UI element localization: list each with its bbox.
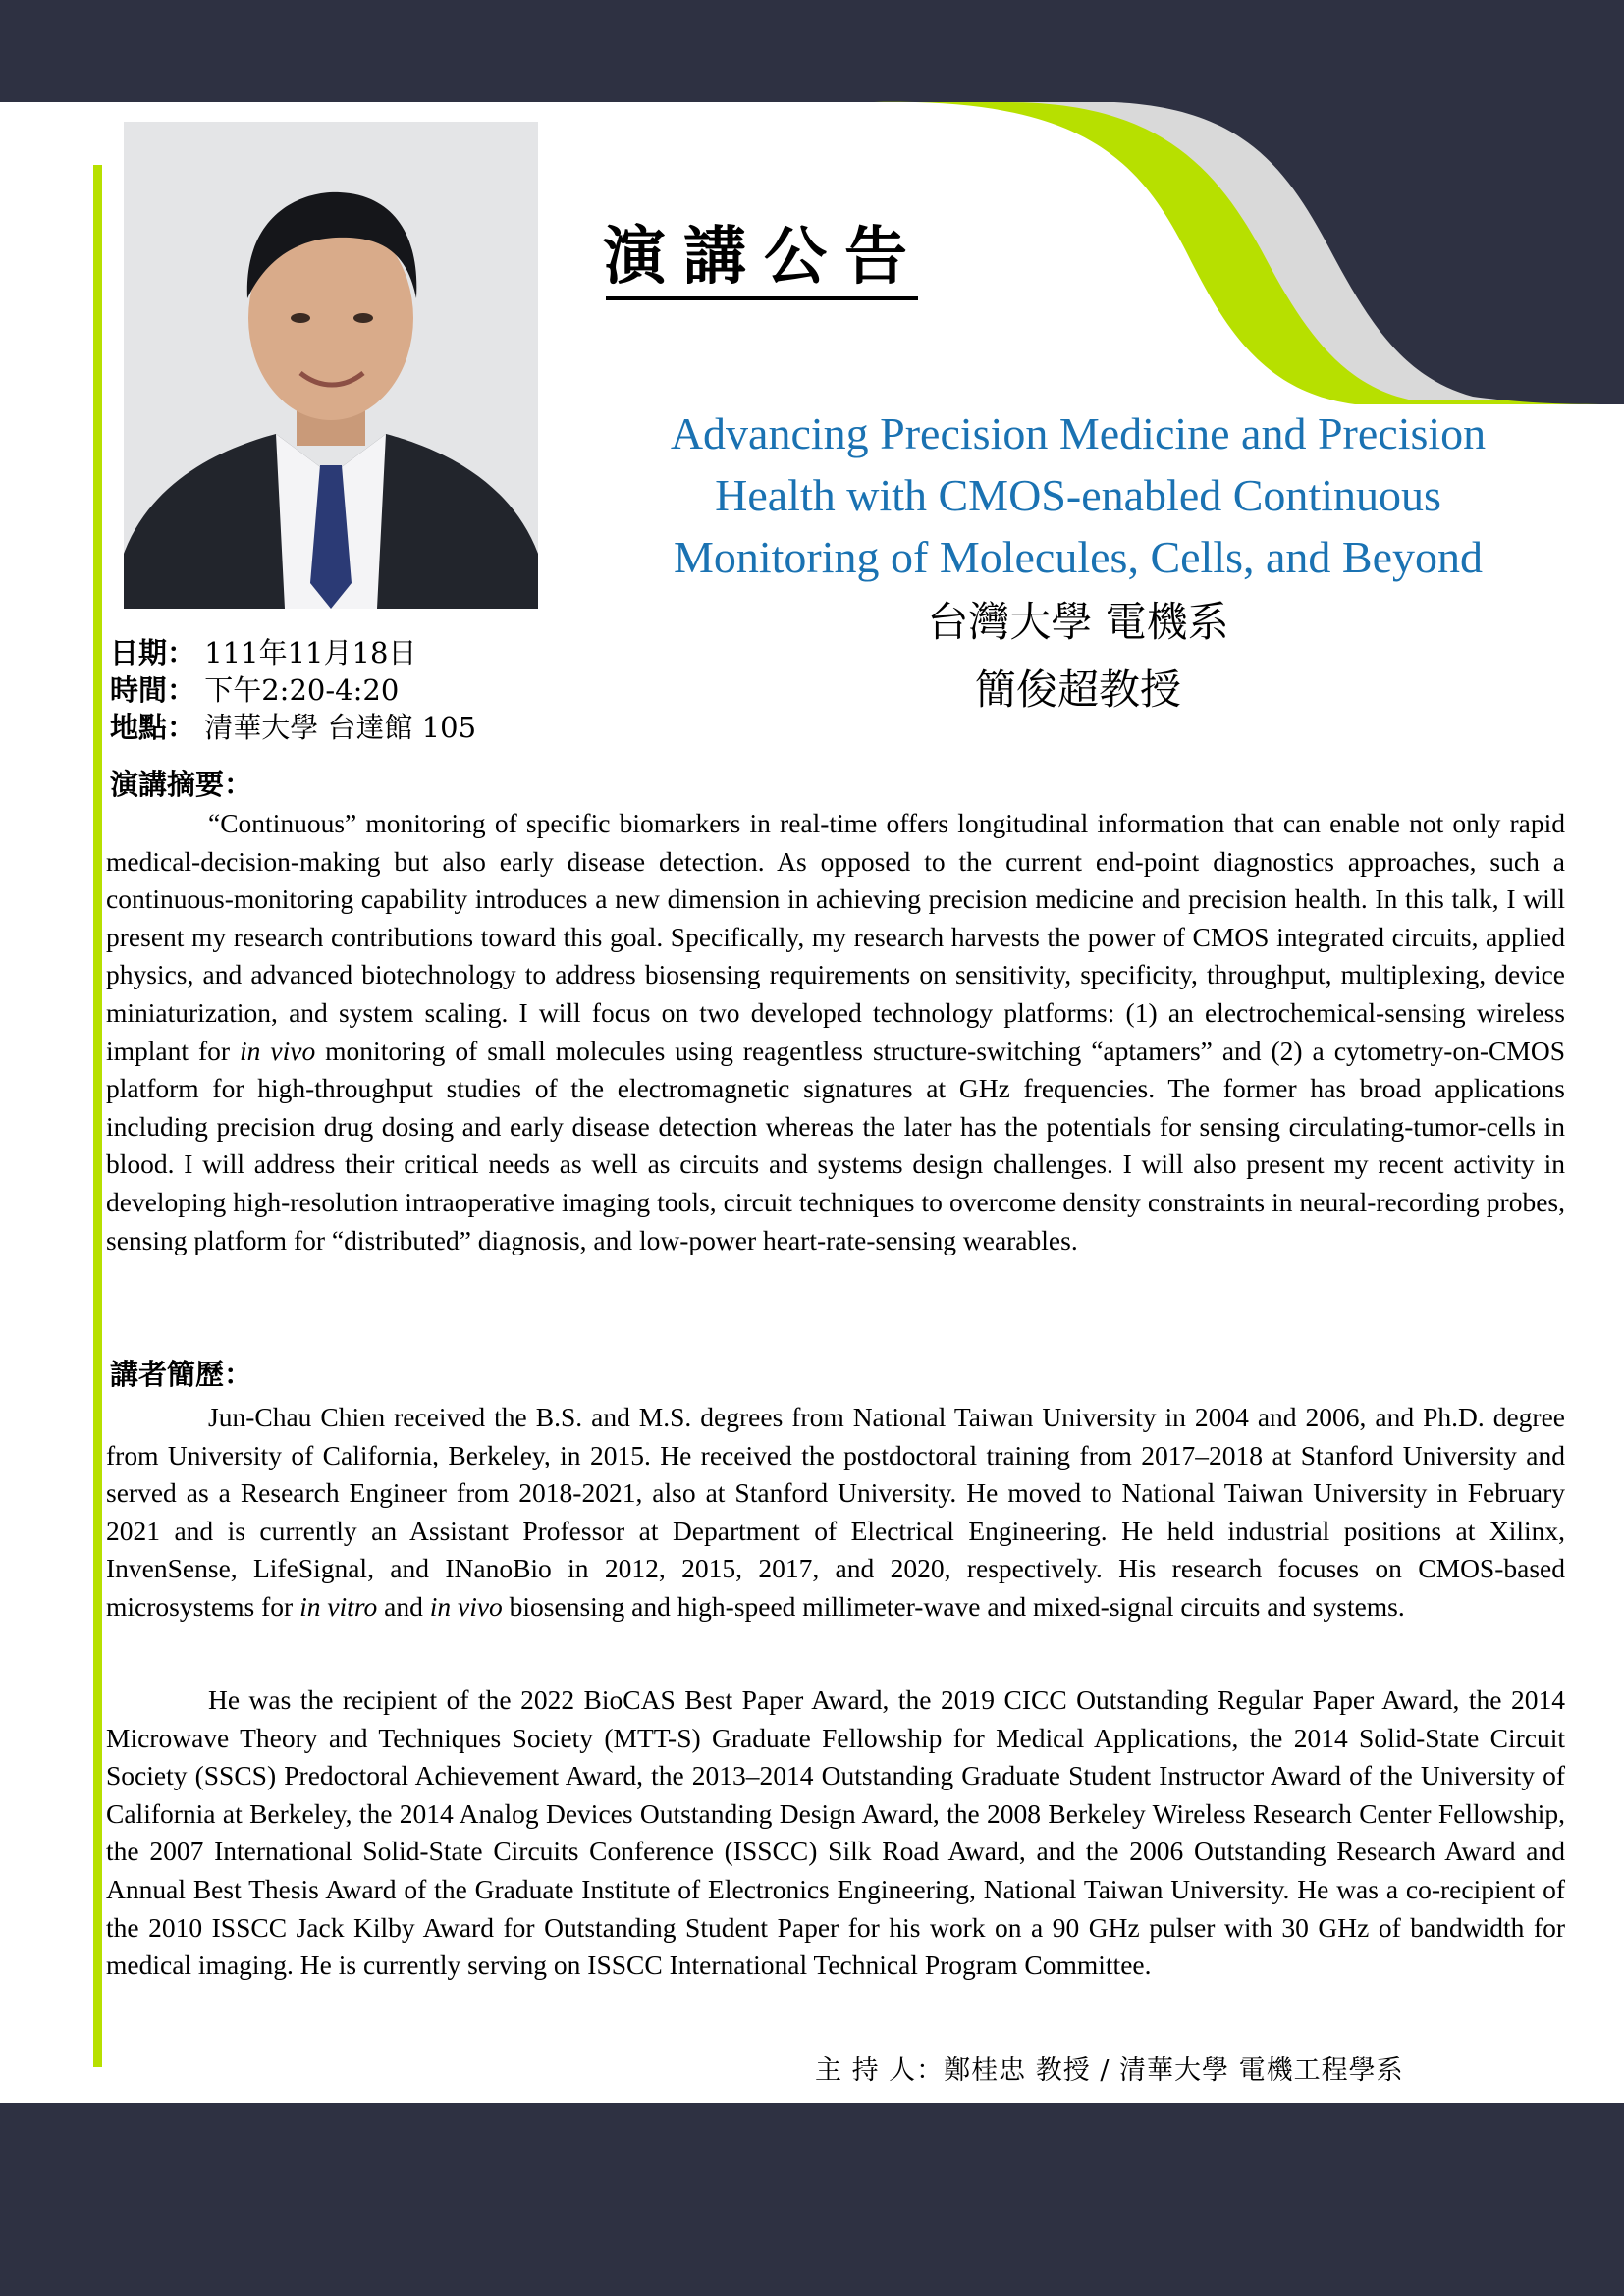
- time-row: [110, 671, 476, 709]
- bio-paragraph-1: [106, 1399, 1565, 1627]
- speaker-affiliation: 台灣大學 電機系: [927, 598, 1229, 646]
- announcement-heading: 演講公告: [603, 220, 925, 294]
- event-info: [110, 634, 476, 746]
- speaker-name: 簡俊超教授: [974, 666, 1181, 714]
- bio-text-part: Jun-Chau Chien received the B.S. and M.S. degrees from National Taiwan University in 2004 and 2006, and Ph.D. degree from University of California, Berkeley, in 2015. He received the postdoctoral training from 2017–2018 at Stanford University and served as a Research Engineer from 2018-2021, also at Stanford University. He moved to National Taiwan University in February 2021 and is currently an Assistant Professor at Department of Electrical Engineering. He held industrial positions at Xilinx, InvenSense, LifeSignal, and INanoBio in 2012, 2015, 2017, and 2020, respectively. His research focuses on CMOS-based microsystems for: [106, 1402, 1565, 1622]
- host-line: 主 持 人：鄭桂忠 教授 / 清華大學 電機工程學系: [815, 2056, 1404, 2086]
- abstract-text-part: “Continuous” monitoring of specific biomarkers in real-time offers longitudinal information that can enable not only rapid medical-decision-making but also early disease detection. As opposed to the current end-point diagnostics approaches, such a continuous-monitoring capability introduces a new dimension in achieving precision medicine and precision health. In this talk, I will present my research contributions toward this goal. Specifically, my research harvests the power of CMOS integrated circuits, applied physics, and advanced biotechnology to address biosensing requirements on sensitivity, specificity, throughput, multiplexing, device miniaturization, and system scaling. I will focus on two developed technology platforms: (1) an electrochemical-sensing wireless implant for: [106, 808, 1565, 1066]
- date-value: 111年11月18日: [204, 636, 417, 669]
- talk-title: Advancing Precision Medicine and Precision Health with CMOS-enabled Continuous Monitoring of Molecules, Cells, and Beyond: [670, 408, 1487, 582]
- abstract-label: 演講摘要：: [110, 768, 253, 801]
- place-label: 地點：: [110, 711, 196, 744]
- date-row: [110, 634, 476, 671]
- time-value: 下午2:20-4:20: [204, 673, 400, 707]
- time-label: 時間：: [110, 673, 196, 707]
- speaker-photo: [124, 122, 538, 609]
- bio-italic: in vivo: [429, 1590, 503, 1622]
- place-value: 清華大學 台達館 105: [204, 711, 477, 744]
- bio-label: 講者簡歷：: [110, 1358, 253, 1391]
- abstract-italic: in vivo: [240, 1035, 316, 1066]
- place-row: [110, 709, 476, 746]
- bio-text-part: biosensing and high-speed millimeter-wave and mixed-signal circuits and systems.: [502, 1590, 1405, 1622]
- bio-paragraph-2: He was the recipient of the 2022 BioCAS Best Paper Award, the 2019 CICC Outstanding Regular Paper Award, the 2014 Microwave Theory and Techniques Society (MTT-S) Graduate Fellowship for Medical Applications, the 2014 Solid-State Circuit Society (SSCS) Predoctoral Achievement Award, the 2013–2014 Outstanding Graduate Student Instructor Award of the University of California at Berkeley, the 2014 Analog Devices Outstanding Design Award, the 2008 Berkeley Wireless Research Center Fellowship, the 2007 International Solid-State Circuits Conference (ISSCC) Silk Road Award, and the 2006 Outstanding Research Award and Annual Best Thesis Award of the Graduate Institute of Electronics Engineering, National Taiwan University. He was a co-recipient of the 2010 ISSCC Jack Kilby Award for Outstanding Student Paper for his work on a 90 GHz pulser with 30 GHz of bandwidth for medical imaging. He is currently serving on ISSCC International Technical Program Committee.: [106, 1684, 1565, 1981]
- left-accent-bar: [93, 165, 102, 2067]
- bio-italic: in vitro: [299, 1590, 378, 1622]
- date-label: 日期：: [110, 636, 196, 669]
- bottom-band: [0, 2103, 1624, 2296]
- bio-text-part: and: [377, 1590, 430, 1622]
- heading-underline: [606, 296, 918, 300]
- abstract-text-part: monitoring of small molecules using reagentless structure-switching “aptamers” and (2) a cytometry-on-CMOS platform for high-throughput studies of the electromagnetic signatures at GHz frequencies. The former has broad applications including precision drug dosing and early disease detection whereas the later has the potentials for sensing circulating-tumor-cells in blood. I will address their critical needs as well as circuits and systems design challenges. I will also present my recent activity in developing high-resolution intraoperative imaging tools, circuit techniques to overcome density constraints in neural-recording probes, sensing platform for “distributed” diagnosis, and low-power heart-rate-sensing wearables.: [106, 1035, 1565, 1255]
- abstract-text: [106, 805, 1565, 1259]
